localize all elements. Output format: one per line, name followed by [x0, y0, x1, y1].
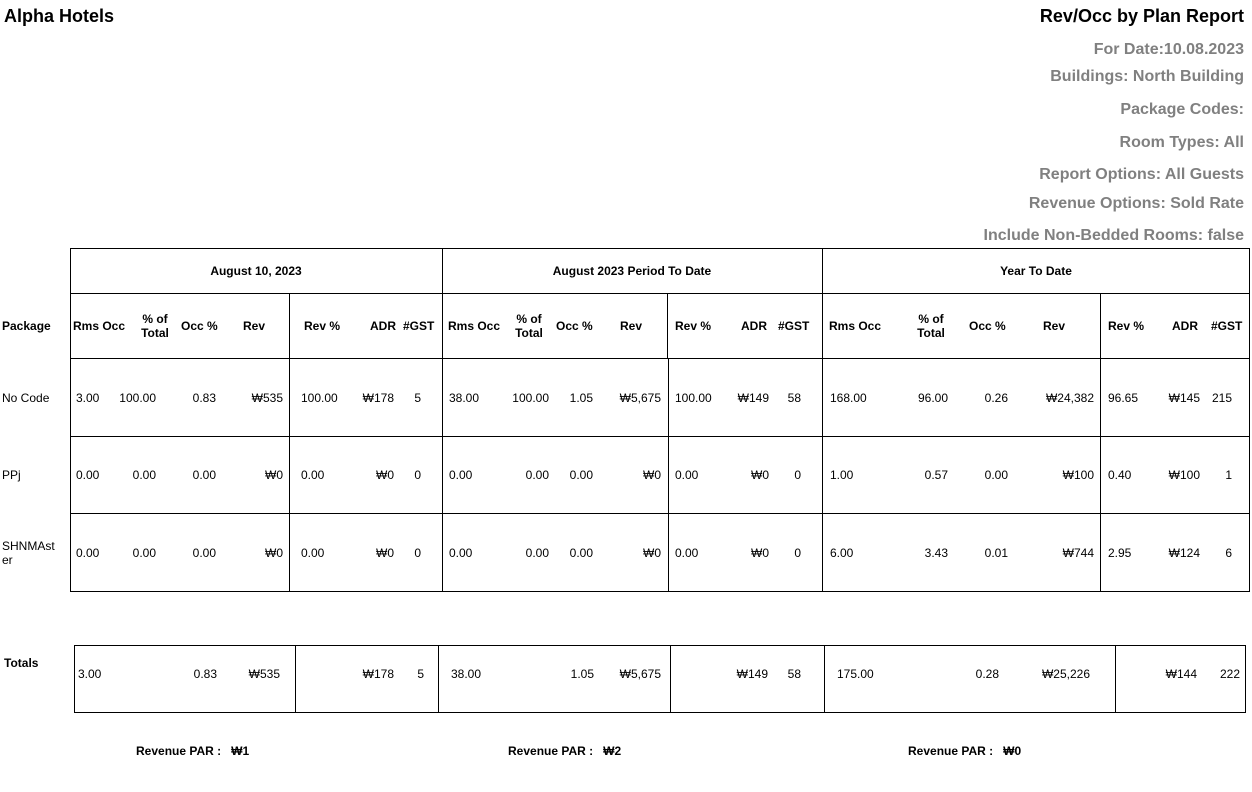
table-cell: ₩0: [643, 546, 661, 560]
col-header-gst: #GST: [403, 319, 435, 333]
col-header-gst: #GST: [778, 319, 810, 333]
param-buildings: Buildings: North Building: [1050, 68, 1244, 85]
table-cell: 38.00: [449, 391, 480, 405]
table-cell: ₩178: [362, 391, 394, 405]
table-cell: 2.95: [1108, 546, 1132, 560]
totals-cell: ₩178: [362, 667, 394, 681]
column-divider: [1100, 293, 1101, 592]
revenue-par-ptd: Revenue PAR : ₩2: [508, 744, 622, 758]
table-cell: 0.00: [76, 546, 100, 560]
col-header-adr: ADR: [1172, 319, 1198, 333]
totals-cell: ₩25,226: [1041, 667, 1090, 681]
totals-divider: [295, 645, 296, 713]
table-cell: 6: [1225, 546, 1232, 560]
totals-cell: 0.28: [975, 667, 999, 681]
table-cell: 0.00: [301, 468, 325, 482]
totals-cell: 1.05: [570, 667, 594, 681]
totals-divider: [824, 645, 825, 713]
totals-cell: 3.00: [78, 667, 102, 681]
table-cell: 0: [794, 468, 801, 482]
table-cell: 0.01: [984, 546, 1008, 560]
table-cell: 3.00: [76, 391, 100, 405]
report-table: [70, 248, 1250, 592]
table-cell: 96.00: [917, 391, 948, 405]
col-header-rev: Rev: [243, 319, 266, 333]
table-cell: 0.00: [525, 546, 549, 560]
table-cell: 1.05: [569, 391, 593, 405]
table-cell: ₩0: [751, 468, 769, 482]
table-cell: 0: [794, 546, 801, 560]
table-cell: 0.00: [984, 468, 1008, 482]
group-header-ptd: August 2023 Period To Date: [552, 264, 712, 278]
table-cell: 0.00: [525, 468, 549, 482]
col-header-pct-total: % of Total: [515, 312, 543, 340]
table-cell: ₩100: [1168, 468, 1200, 482]
totals-label: Totals: [4, 656, 39, 670]
col-header-rms-occ: Rms Occ: [73, 319, 126, 333]
table-cell: 0.00: [76, 468, 100, 482]
table-cell: 3.43: [924, 546, 948, 560]
table-cell: 100.00: [512, 391, 549, 405]
table-cell: 0: [414, 546, 421, 560]
table-cell: 0.57: [924, 468, 948, 482]
table-cell: ₩124: [1168, 546, 1200, 560]
table-cell: ₩0: [376, 468, 394, 482]
row-label-ppj: PPj: [2, 468, 21, 482]
totals-divider: [1115, 645, 1116, 713]
table-cell: ₩0: [265, 468, 283, 482]
group-header-day: August 10, 2023: [210, 264, 302, 278]
table-cell: 0.00: [675, 546, 699, 560]
table-cell: ₩5,675: [619, 391, 661, 405]
param-non-bedded: Include Non-Bedded Rooms: false: [983, 227, 1244, 244]
table-cell: 0.00: [192, 546, 216, 560]
table-cell: 0.26: [984, 391, 1008, 405]
table-cell: ₩24,382: [1045, 391, 1094, 405]
col-header-rms-occ: Rms Occ: [829, 319, 882, 333]
col-header-rms-occ: Rms Occ: [448, 319, 501, 333]
table-cell: 100.00: [675, 391, 712, 405]
col-header-rev: Rev: [1043, 319, 1066, 333]
col-header-pct-total: % of Total: [141, 312, 169, 340]
revenue-par-ytd: Revenue PAR : ₩0: [908, 744, 1022, 758]
table-cell: 1.00: [830, 468, 854, 482]
param-report-options: Report Options: All Guests: [1039, 166, 1244, 183]
col-header-adr: ADR: [741, 319, 767, 333]
table-cell: 0.00: [301, 546, 325, 560]
param-room-types: Room Types: All: [1119, 134, 1244, 151]
table-cell: 0.00: [569, 546, 593, 560]
col-header-occ-pct: Occ %: [969, 319, 1006, 333]
table-cell: ₩0: [265, 546, 283, 560]
table-cell: 0.00: [675, 468, 699, 482]
totals-divider: [670, 645, 671, 713]
param-for-date: For Date:10.08.2023: [1093, 41, 1244, 58]
group-divider: [822, 248, 823, 592]
table-cell: ₩744: [1062, 546, 1094, 560]
column-divider: [289, 293, 290, 592]
totals-cell: 175.00: [837, 667, 874, 681]
table-cell: 215: [1211, 391, 1232, 405]
table-cell: ₩149: [737, 391, 769, 405]
row-divider: [70, 436, 1250, 437]
param-revenue-options: Revenue Options: Sold Rate: [1028, 195, 1244, 212]
col-header-rev: Rev: [620, 319, 643, 333]
table-cell: 0: [414, 468, 421, 482]
table-cell: 1: [1225, 468, 1232, 482]
table-cell: 0.00: [132, 546, 156, 560]
table-cell: 58: [787, 391, 801, 405]
table-cell: ₩100: [1062, 468, 1094, 482]
col-header-rev-pct: Rev %: [675, 319, 712, 333]
col-header-adr: ADR: [370, 319, 396, 333]
totals-cell: 5: [417, 667, 424, 681]
totals-cell: ₩5,675: [619, 667, 661, 681]
table-cell: ₩0: [376, 546, 394, 560]
totals-cell: ₩149: [736, 667, 768, 681]
table-cell: ₩0: [643, 468, 661, 482]
totals-cell: 58: [787, 667, 801, 681]
table-cell: 5: [414, 391, 421, 405]
table-cell: 0.00: [449, 468, 473, 482]
report-title: Rev/Occ by Plan Report: [1039, 6, 1244, 26]
col-header-occ-pct: Occ %: [556, 319, 593, 333]
table-cell: 0.40: [1108, 468, 1132, 482]
company-name: Alpha Hotels: [4, 6, 115, 26]
table-cell: 0.00: [569, 468, 593, 482]
table-cell: ₩0: [751, 546, 769, 560]
table-cell: 0.00: [132, 468, 156, 482]
col-header-pct-total: % of Total: [917, 312, 945, 340]
param-package-codes: Package Codes:: [1120, 101, 1244, 118]
group-header-ytd: Year To Date: [1000, 264, 1072, 278]
table-cell: 0.00: [449, 546, 473, 560]
table-cell: 6.00: [830, 546, 854, 560]
row-divider: [70, 358, 1250, 359]
row-divider: [70, 513, 1250, 514]
totals-divider: [438, 645, 439, 713]
totals-cell: 38.00: [451, 667, 482, 681]
table-cell: ₩535: [251, 391, 283, 405]
col-header-gst: #GST: [1211, 319, 1243, 333]
table-cell: 100.00: [119, 391, 156, 405]
totals-cell: 222: [1219, 667, 1240, 681]
table-cell: ₩145: [1168, 391, 1200, 405]
header-divider: [70, 293, 1250, 294]
group-divider: [442, 248, 443, 592]
col-header-rev-pct: Rev %: [1108, 319, 1145, 333]
totals-cell: ₩144: [1165, 667, 1197, 681]
table-cell: 0.83: [192, 391, 216, 405]
table-cell: 96.65: [1108, 391, 1139, 405]
row-label-shnmaster: SHNMAst er: [2, 539, 55, 567]
col-header-occ-pct: Occ %: [181, 319, 218, 333]
table-cell: 168.00: [830, 391, 867, 405]
column-divider: [667, 293, 668, 358]
totals-cell: 0.83: [193, 667, 217, 681]
table-cell: 0.00: [192, 468, 216, 482]
revenue-par-day: Revenue PAR : ₩1: [136, 744, 250, 758]
totals-cell: ₩535: [248, 667, 280, 681]
col-header-rev-pct: Rev %: [304, 319, 341, 333]
row-label-no-code: No Code: [2, 391, 50, 405]
col-header-package: Package: [2, 319, 51, 333]
column-divider: [668, 358, 669, 592]
table-cell: 100.00: [301, 391, 338, 405]
